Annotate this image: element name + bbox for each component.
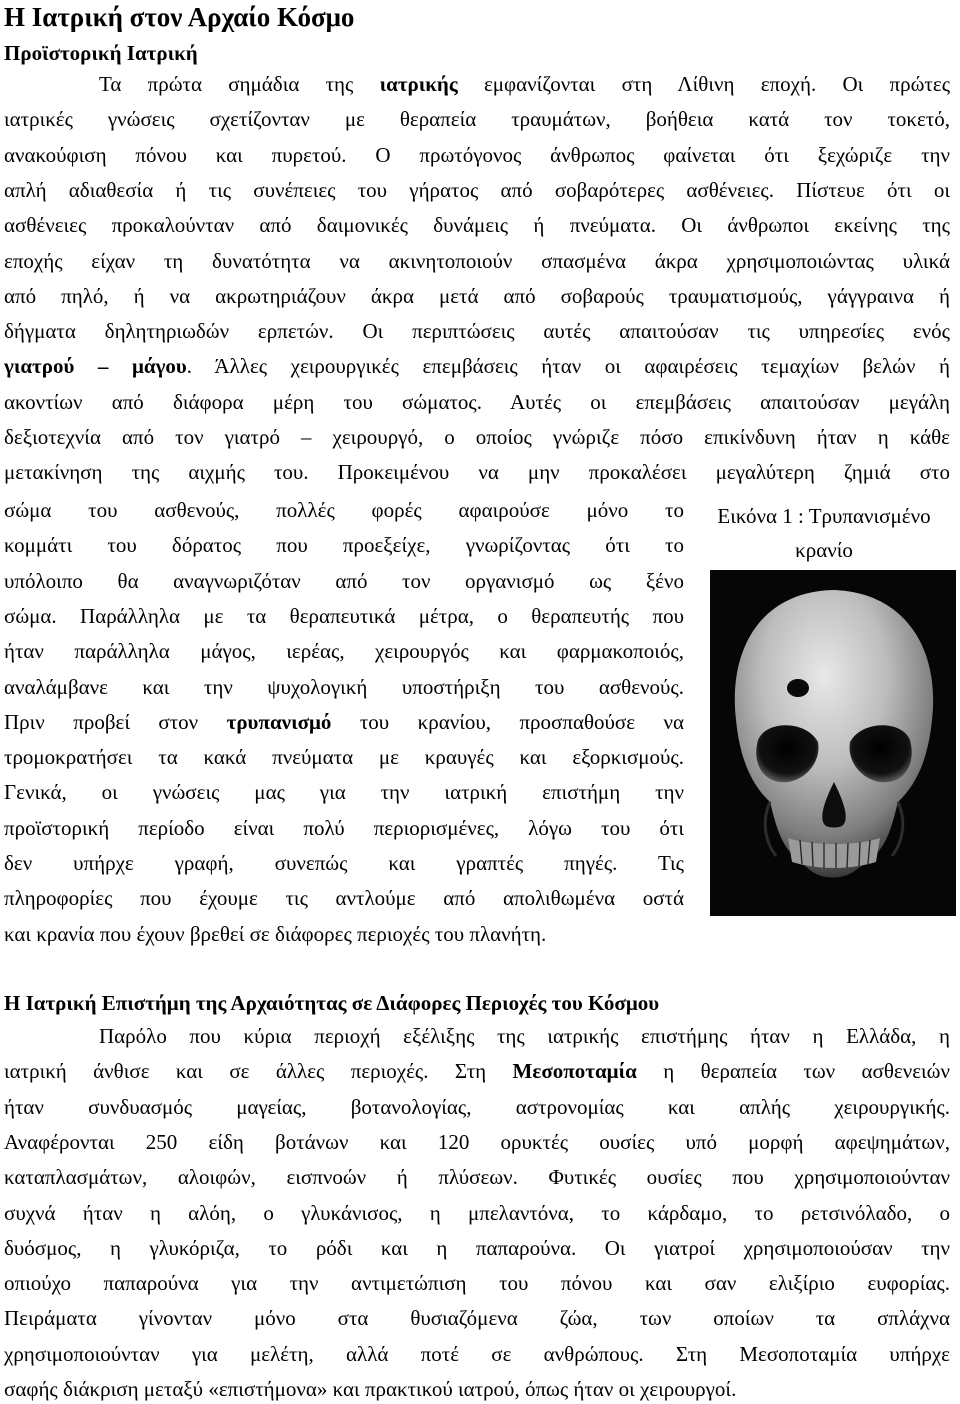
section-1-text-line [4,389,950,415]
text-run: υπόλοιπο θα αναγνωριζόταν από τον οργανισμό ως ξένο [4,568,684,593]
section-1-wrapped-text-line [4,638,684,664]
section-1-wrapped-text-line [4,568,684,594]
text-run: σαφής διάκριση μεταξύ «επιστήμονα» και πρακτικού ιατρού, όπως ήταν οι χειρουργοί. [4,1377,737,1401]
section-2-text-line [4,1200,950,1226]
section-1-text-line [4,353,950,379]
trepanned-skull-image [710,570,956,916]
text-run: ήταν παράλληλα μάγος, ιερέας, χειρουργός και φαρμακοποιός, [4,639,684,664]
section-1-wrapped-text-line [4,815,684,841]
section-1-text-line [4,424,950,450]
text-run: ανακούφιση πόνου και πυρετού. Ο πρωτόγονος άνθρωπος φαίνεται ότι ξεχώριζε την [4,142,950,167]
text-run: καταπλασμάτων, αλοιφών, εισπνοών ή πλύσεων. Φυτικές ουσίες που χρησιμοποιούνταν [4,1165,950,1190]
text-run: δυόσμος, η γλυκόριζα, το ρόδι και η παπαρούνα. Οι γιατροί χρησιμοποιούσαν την [4,1235,950,1260]
text-run: κομμάτι του δόρατος που προεξείχε, γνωρίζοντας ότι το [4,533,684,558]
text-run: και κρανία που έχουν βρεθεί σε διάφορες περιοχές του πλανήτη. [4,921,547,946]
section-1-text-line [4,212,950,238]
bold-term: γιατρού – μάγου [4,354,187,379]
text-run: προϊστορική περίοδο είναι πολύ περιορισμένες, λόγω του ότι [4,815,684,840]
section-2-text-line [4,1094,950,1120]
text-run: Πειράματα γίνονταν μόνο στα θυσιαζόμενα ζώα, των οποίων τα σπλάχνα [4,1306,950,1331]
text-run: απλή αδιαθεσία ή τις συνέπειες του γήρατος από σοβαρότερες ασθένειες. Πίστευε ότι οι [4,177,950,202]
section-1-text-line [4,142,950,168]
section-1-text-line [4,283,950,309]
section-1-wrapped-text-line [4,850,684,876]
text-run: Πριν προβεί στον [4,709,227,734]
figure-caption-line-1: Εικόνα 1 : Τρυπανισμένο [717,504,931,528]
text-run: εποχής είχαν τη δυνατότητα να ακινητοποιούν σπασμένα άκρα χρησιμοποιώντας υλικά [4,248,950,273]
text-run: σώμα του ασθενούς, πολλές φορές αφαιρούσε μόνο το [4,498,684,522]
text-run: . Άλλες χειρουργικές επεμβάσεις ήταν οι αφαιρέσεις τεμαχίων βελών ή [186,354,950,379]
bold-term: ιατρικής [379,72,458,96]
text-run: Αναφέρονται 250 είδη βοτάνων και 120 ορυκτές ουσίες υπό μορφή αφεψημάτων, [4,1129,950,1154]
text-run: εμφανίζονται στη Λίθινη εποχή. Οι πρώτες [457,72,951,96]
text-run: δεξιοτεχνία από τον γιατρό – χειρουργό, ο οποίος γνώριζε πόσο επικίνδυνη ήταν η κάθε [4,425,950,449]
text-run: αναλάμβανε και την ψυχολογική υποστήριξη του ασθενούς. [4,674,684,699]
section-1-wrapped-text-line [4,603,684,629]
text-run: συχνά ήταν η αλόη, ο γλυκάνισος, η μπελαντόνα, το κάρδαμο, το ρετσινόλαδο, ο [4,1200,950,1225]
text-run: οπιούχο παπαρούνα για την αντιμετώπιση του πόνου και σαν ελιξίριο ευφορίας. [4,1271,950,1296]
text-run: ιατρικές γνώσεις σχετίζονταν με θεραπεία τραυμάτων, βοήθεια κατά τον τοκετό, [4,107,950,132]
text-run: ήταν συνδυασμός μαγείας, βοτανολογίας, αστρονομίας και απλής χειρουργικής. [4,1094,950,1119]
section-1-text-line [4,71,950,97]
figure-caption-line-2: κρανίο [795,538,853,562]
text-run: Γενικά, οι γνώσεις μας για την ιατρική επιστήμη την [4,780,684,805]
text-run: δεν υπήρχε γραφή, συνεπώς και γραπτές πηγές. Τις [4,851,684,875]
section-2-text-line [4,1305,950,1331]
text-run: τρομοκρατήσει τα κακά πνεύματα με κραυγές και εξορκισμούς. [4,745,684,770]
text-run: Τα πρώτα σημάδια της [99,72,380,96]
section-1-wrapped-text-line [4,709,684,735]
text-run: Παρόλο που κύρια περιοχή εξέλιξης της ιατρικής επιστήμης ήταν η Ελλάδα, η [99,1024,950,1048]
section-1-wrapped-text-line [4,744,684,770]
section-1-wrapped-text-line [4,532,684,558]
text-run: χρησιμοποιούνταν για μελέτη, αλλά ποτέ σε ανθρώπους. Στη Μεσοποταμία υπήρχε [4,1341,950,1366]
text-run: δήγματα δηλητηριωδών ερπετών. Οι περιπτώσεις αυτές απαιτούσαν τις υπηρεσίες ενός [4,319,950,344]
section-1-text-line [4,459,950,485]
text-run: σώμα. Παράλληλα με τα θεραπευτικά μέτρα, ο θεραπευτής που [4,603,684,628]
section-1-wrapped-text-line [4,497,684,523]
section-1-text-line [4,177,950,203]
section-1-heading: Προϊστορική Ιατρική [4,41,198,65]
text-run: μετακίνηση της αιχμής του. Προκειμένου να μην προκαλέσει μεγαλύτερη ζημιά στο [4,460,950,485]
section-1-text-line [4,318,950,344]
text-run: πληροφορίες που έχουμε τις αντλούμε από απολιθωμένα οστά [4,886,684,911]
section-1-text-line [4,248,950,274]
text-run: ακοντίων από διάφορα μέρη του σώματος. Αυτές οι επεμβάσεις απαιτούσαν μεγάλη [4,389,950,414]
section-2-text-line [4,1058,950,1084]
section-2-heading: Η Ιατρική Επιστήμη της Αρχαιότητας σε Διάφορες Περιοχές του Κόσμου [4,991,660,1015]
section-2-text-line [4,1270,950,1296]
section-1-wrapped-text-line [4,885,684,911]
bold-term: Μεσοποταμία [512,1059,637,1084]
text-run: του κρανίου, προσπαθούσε να [331,709,685,734]
section-1-wrapped-text-line [4,779,684,805]
text-run: ιατρική άνθισε και σε άλλες περιοχές. Στη [4,1059,513,1084]
document-title: Η Ιατρική στον Αρχαίο Κόσμο [4,2,355,32]
section-2-text-line [4,1376,950,1402]
text-run: από πηλό, ή να ακρωτηριάζουν άκρα μετά από σοβαρούς τραυματισμούς, γάγγραινα ή [4,283,950,308]
section-2-text-line [4,1023,950,1049]
section-2-text-line [4,1341,950,1367]
text-run: ασθένειες προκαλούνταν από δαιμονικές δυνάμεις ή πνεύματα. Οι άνθρωποι εκείνης της [4,213,950,238]
section-2-text-line [4,1129,950,1155]
section-2-text-line [4,1164,950,1190]
section-1-text-line [4,106,950,132]
bold-term: τρυπανισμό [226,709,332,734]
section-1-wrapped-text-line [4,674,684,700]
section-2-text-line [4,1235,950,1261]
text-run: η θεραπεία των ασθενειών [636,1059,951,1084]
section-1-wrapped-text-line [4,921,684,947]
